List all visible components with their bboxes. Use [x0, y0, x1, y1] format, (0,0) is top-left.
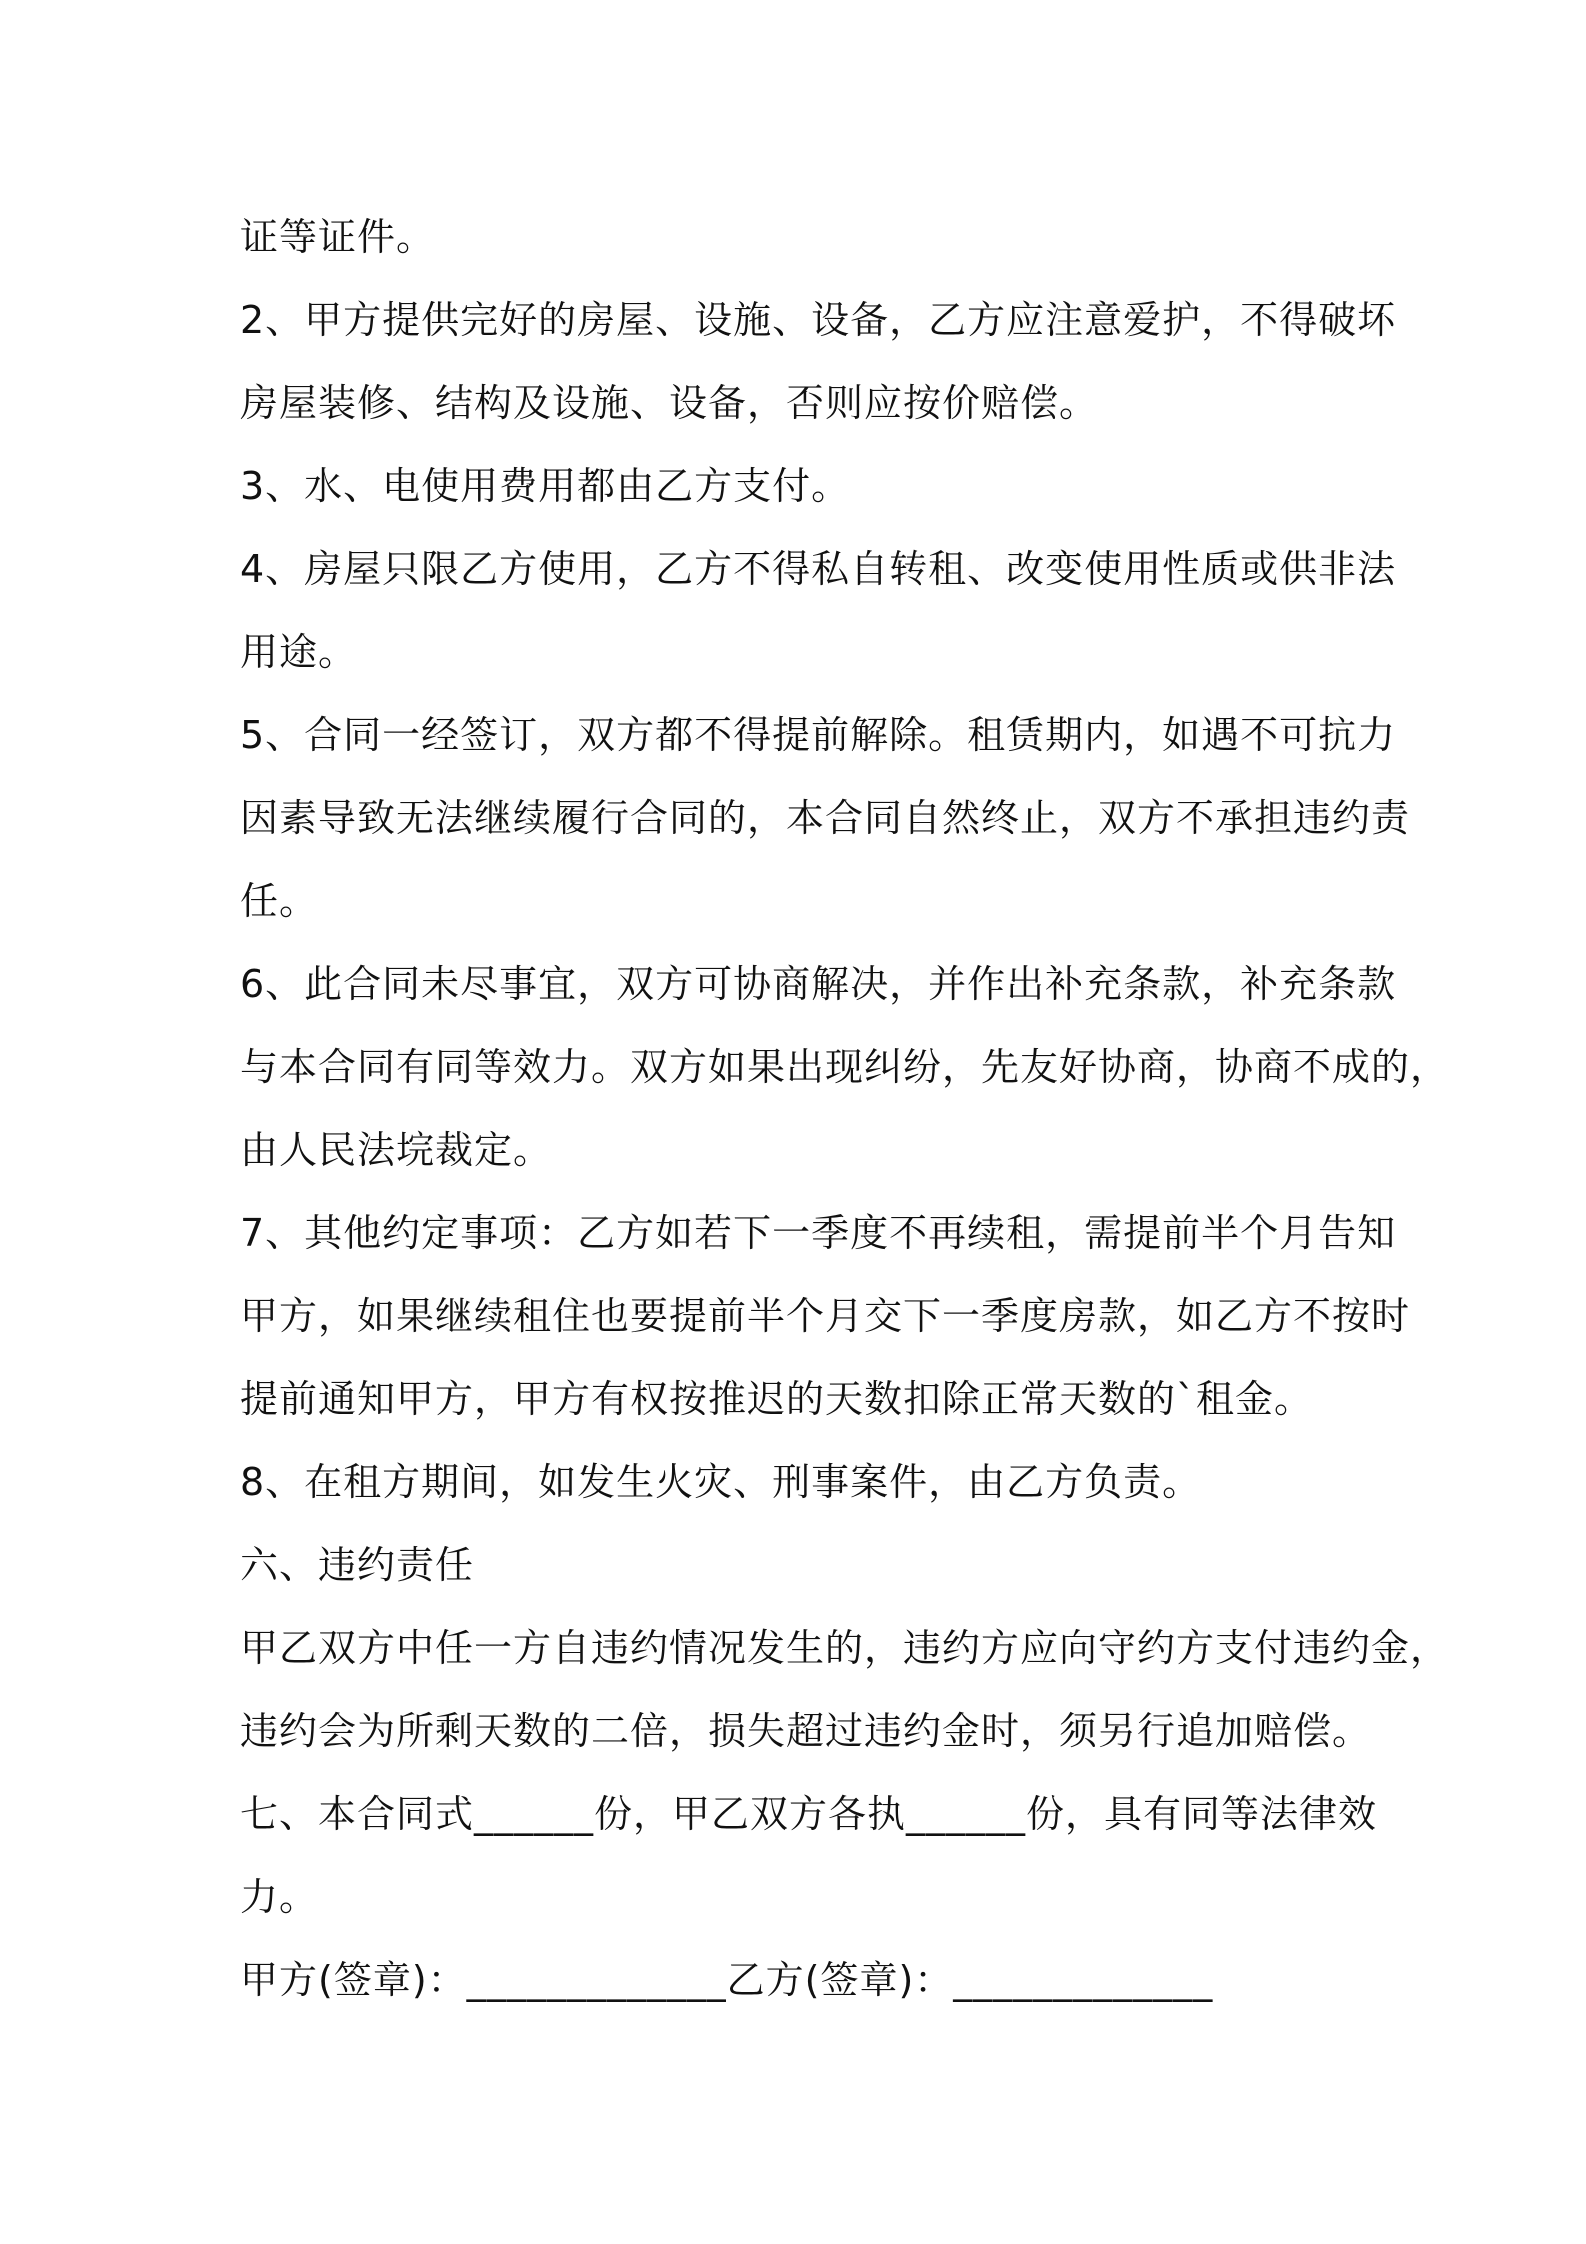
text-line-13: 7、其他约定事项：乙方如若下一季度不再续租，需提前半个月告知	[240, 1211, 1397, 1255]
text-line-19: 违约会为所剩天数的二倍，损失超过违约金时，须另行追加赔偿。	[240, 1709, 1372, 1753]
text-line-4: 3、水、电使用费用都由乙方支付。	[240, 464, 851, 508]
text-line-14: 甲方，如果继续租住也要提前半个月交下一季度房款，如乙方不按时	[240, 1294, 1411, 1338]
text-line-21: 力。	[240, 1875, 319, 1919]
text-line-2: 2、甲方提供完好的房屋、设施、设备，乙方应注意爱护，不得破坏	[240, 298, 1397, 342]
text-line-9: 任。	[240, 879, 319, 923]
text-line-16: 8、在租方期间，如发生火灾、刑事案件，由乙方负责。	[240, 1460, 1202, 1504]
section-heading-breach: 六、违约责任	[240, 1543, 475, 1587]
text-line-8: 因素导致无法继续履行合同的，本合同自然终止，双方不承担违约责	[240, 796, 1411, 840]
text-line-7: 5、合同一经签订，双方都不得提前解除。租赁期内，如遇不可抗力	[240, 713, 1397, 757]
text-line-5: 4、房屋只限乙方使用，乙方不得私自转租、改变使用性质或供非法	[240, 547, 1397, 591]
signature-line: 甲方(签章)：_____________乙方(签章)：_____________	[240, 1958, 1214, 2002]
text-line-11: 与本合同有同等效力。双方如果出现纠纷，先友好协商，协商不成的，	[240, 1045, 1450, 1089]
text-line-10: 6、此合同未尽事宜，双方可协商解决，并作出补充条款，补充条款	[240, 962, 1397, 1006]
text-line-1: 证等证件。	[240, 215, 436, 259]
contract-text	[240, 196, 1450, 2022]
text-line-18: 甲乙双方中任一方自违约情况发生的，违约方应向守约方支付违约金，	[240, 1626, 1450, 1670]
text-line-3: 房屋装修、结构及设施、设备，否则应按价赔偿。	[240, 381, 1099, 425]
text-line-6: 用途。	[240, 630, 358, 674]
text-line-15: 提前通知甲方，甲方有权按推迟的天数扣除正常天数的`租金。	[240, 1377, 1314, 1421]
text-line-12: 由人民法垸裁定。	[240, 1128, 553, 1172]
text-line-20: 七、本合同式______份，甲乙双方各执______份，具有同等法律效	[240, 1792, 1378, 1836]
